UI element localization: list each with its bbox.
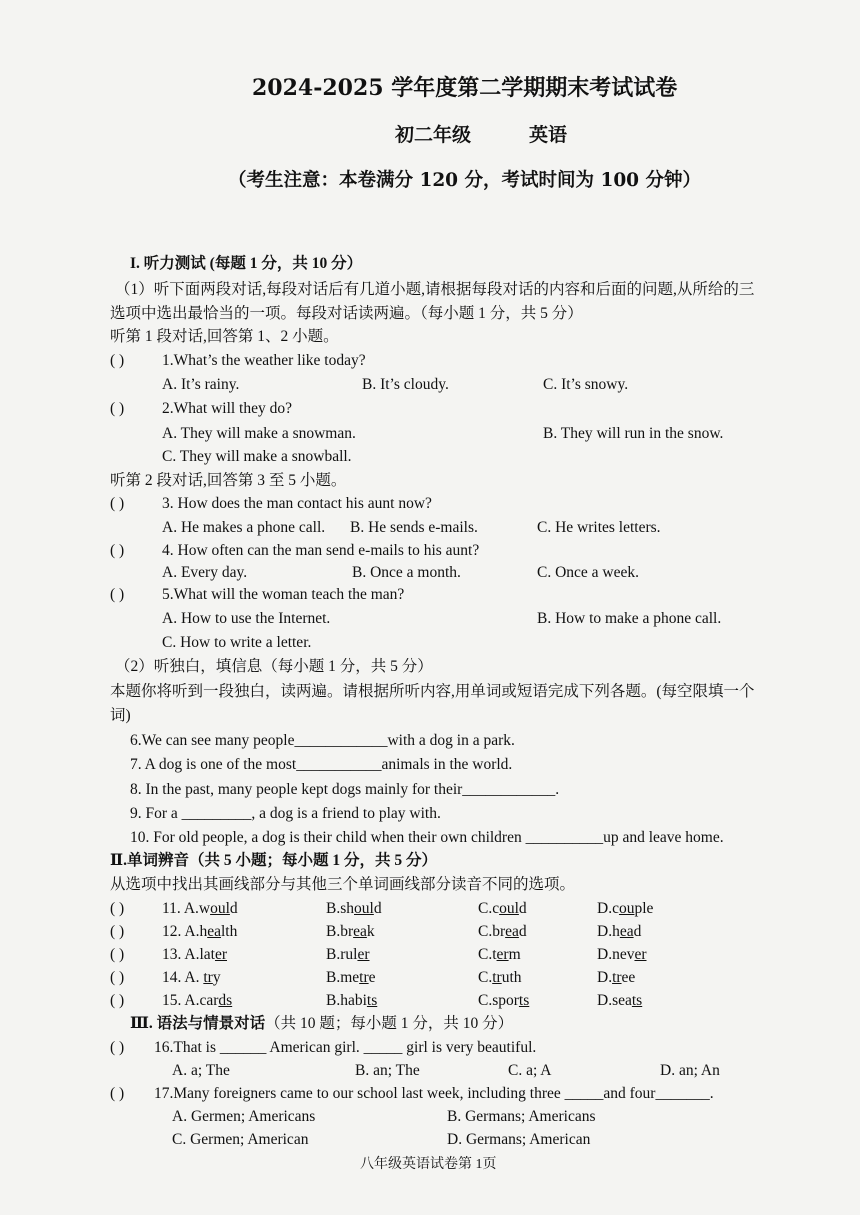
- word-part: uth: [501, 969, 522, 986]
- underlined-letters: ds: [218, 992, 233, 1009]
- q2-option-a: A. They will make a snowman.: [162, 425, 356, 442]
- q17-option-c: C. Germen; American: [172, 1131, 309, 1148]
- word-part: h: [199, 923, 208, 940]
- underlined-letters: ea: [505, 923, 519, 940]
- underlined-letters: ea: [353, 923, 367, 940]
- word-part: d: [373, 900, 382, 917]
- word-part: D.c: [597, 900, 619, 917]
- word-part: C.spor: [478, 992, 519, 1009]
- q16-option-b: B. an; The: [355, 1062, 420, 1079]
- section-2-heading: Ⅱ.单词辨音（共 5 小题；每小题 1 分，共 5 分）: [110, 852, 437, 869]
- word-part: B.sh: [326, 900, 354, 917]
- word-part: e: [368, 969, 376, 986]
- word-part: m: [508, 946, 521, 963]
- word-part: C.br: [478, 923, 506, 940]
- option-b: [326, 991, 377, 1011]
- option-c: [478, 945, 521, 965]
- answer-bracket[interactable]: ( ): [110, 1085, 125, 1102]
- question-number: 12. A.: [162, 923, 200, 940]
- underlined-letters: tr: [203, 969, 213, 986]
- word-part: D.sea: [597, 992, 632, 1009]
- underlined-letters: oul: [210, 900, 230, 917]
- answer-bracket[interactable]: ( ): [110, 900, 125, 917]
- question-5-stem: 5.What will the woman teach the man?: [162, 586, 405, 603]
- word-part: B.me: [326, 969, 360, 986]
- grade-label: 初二年级: [395, 124, 472, 146]
- q4-option-a: A. Every day.: [162, 564, 248, 581]
- page-footer: 八年级英语试卷第 1页: [360, 1157, 497, 1172]
- question-number: 13. A.: [162, 946, 200, 963]
- word-part: C.: [478, 969, 493, 986]
- q17-option-d: D. Germans; American: [447, 1131, 591, 1148]
- fill-question-9: 9. For a _________, a dog is a friend to play with.: [130, 805, 441, 822]
- word-part: ee: [621, 969, 636, 986]
- exam-notice: （考生注意：本卷满分 120 分，考试时间为 100 分钟）: [228, 170, 701, 191]
- answer-bracket[interactable]: ( ): [110, 400, 125, 417]
- q5-option-c: C. How to write a letter.: [162, 634, 312, 651]
- word-part: D.h: [597, 923, 620, 940]
- underlined-letters: er: [634, 946, 647, 963]
- word-part: B.rul: [326, 946, 358, 963]
- answer-bracket[interactable]: ( ): [110, 495, 125, 512]
- q3-option-a: A. He makes a phone call.: [162, 519, 326, 536]
- option-c: [478, 899, 527, 919]
- option-d: [597, 899, 653, 919]
- word-part: C.t: [478, 946, 497, 963]
- q5-option-b: B. How to make a phone call.: [537, 610, 722, 627]
- question-number: 14. A.: [162, 969, 204, 986]
- question-16-stem: 16.That is ______ American girl. _____ girl is very beautiful.: [154, 1039, 537, 1056]
- option-d: [597, 922, 641, 942]
- part-2-instruction-cont: 词): [110, 707, 131, 724]
- question-number: 15. A.car: [162, 992, 219, 1009]
- word-part: C.c: [478, 900, 500, 917]
- answer-bracket[interactable]: ( ): [110, 923, 125, 940]
- word-part: y: [212, 969, 221, 986]
- word-part: ple: [634, 900, 654, 917]
- q1-option-b: B. It’s cloudy.: [362, 376, 449, 393]
- word-part: d: [518, 923, 527, 940]
- word-part: d: [518, 900, 527, 917]
- word-part: d: [229, 900, 238, 917]
- part-2-heading: （2）听独白，填信息（每小题 1 分，共 5 分）: [115, 658, 433, 675]
- option-a: [162, 945, 227, 965]
- word-part: B.habi: [326, 992, 367, 1009]
- word-part: B.br: [326, 923, 354, 940]
- answer-bracket[interactable]: ( ): [110, 969, 125, 986]
- q16-option-a: A. a; The: [172, 1062, 230, 1079]
- section-2-instruction: 从选项中找出其画线部分与其他三个单词画线部分读音不同的选项。: [110, 876, 576, 893]
- q3-option-b: B. He sends e-mails.: [350, 519, 478, 536]
- q4-option-b: B. Once a month.: [352, 564, 461, 581]
- q3-option-c: C. He writes letters.: [537, 519, 661, 536]
- fill-question-10: 10. For old people, a dog is their child when their own children __________up and leave home.: [130, 829, 724, 846]
- word-part: D.nev: [597, 946, 635, 963]
- word-part: k: [366, 923, 375, 940]
- section-3-title: Ⅲ. 语法与情景对话: [130, 1015, 266, 1032]
- subject-label: 英语: [529, 124, 568, 146]
- underlined-letters: ea: [619, 923, 634, 940]
- section-1-heading: I. 听力测试 (每题 1 分，共 10 分）: [130, 255, 363, 272]
- word-part: w: [198, 900, 211, 917]
- option-b: [326, 922, 375, 942]
- word-part: D.: [597, 969, 613, 986]
- option-a: [162, 968, 221, 988]
- answer-bracket[interactable]: ( ): [110, 352, 125, 369]
- underlined-letters: er: [357, 946, 370, 963]
- q17-option-a: A. Germen; Americans: [172, 1108, 316, 1125]
- option-c: [478, 968, 522, 988]
- option-b: [326, 899, 382, 919]
- word-part: lat: [199, 946, 215, 963]
- section-3-scoring: （共 10 题；每小题 1 分，共 10 分）: [265, 1015, 514, 1032]
- underlined-letters: tr: [359, 969, 369, 986]
- underlined-letters: ts: [366, 992, 378, 1009]
- option-d: [597, 991, 642, 1011]
- underlined-letters: oul: [354, 900, 374, 917]
- section-3-heading: [130, 1014, 513, 1034]
- fill-question-8: 8. In the past, many people kept dogs mainly for their____________.: [130, 781, 560, 798]
- option-b: [326, 968, 376, 988]
- q5-option-a: A. How to use the Internet.: [162, 610, 331, 627]
- answer-bracket[interactable]: ( ): [110, 1039, 125, 1056]
- dialog-2-note: 听第 2 段对话,回答第 3 至 5 小题。: [110, 472, 347, 489]
- part-1-instruction: （1）听下面两段对话,每段对话后有几道小题,请根据每段对话的内容和后面的问题,从所给的三: [115, 281, 755, 298]
- answer-bracket[interactable]: ( ): [110, 542, 125, 559]
- answer-bracket[interactable]: ( ): [110, 946, 125, 963]
- underlined-letters: ea: [207, 923, 221, 940]
- q4-option-c: C. Once a week.: [537, 564, 639, 581]
- question-2-stem: 2.What will they do?: [162, 400, 292, 417]
- question-1-stem: 1.What’s the weather like today?: [162, 352, 366, 369]
- answer-bracket[interactable]: ( ): [110, 586, 125, 603]
- q1-option-a: A. It’s rainy.: [162, 376, 240, 393]
- option-d: [597, 945, 647, 965]
- question-3-stem: 3. How does the man contact his aunt now?: [162, 495, 432, 512]
- q16-option-d: D. an; An: [660, 1062, 720, 1079]
- underlined-letters: tr: [612, 969, 622, 986]
- option-c: [478, 991, 529, 1011]
- part-2-instruction: 本题你将听到一段独白，读两遍。请根据所听内容,用单词或短语完成下列各题。(每空限填一个: [110, 683, 755, 700]
- word-part: d: [633, 923, 642, 940]
- question-number: 11. A.: [162, 900, 199, 917]
- underlined-letters: er: [496, 946, 509, 963]
- option-d: [597, 968, 635, 988]
- q16-option-c: C. a; A: [508, 1062, 552, 1079]
- question-17-stem: 17.Many foreigners came to our school last week, including three _____and four_______.: [154, 1085, 714, 1102]
- underlined-letters: ts: [631, 992, 643, 1009]
- fill-question-6: 6.We can see many people____________with a dog in a park.: [130, 732, 515, 749]
- dialog-1-note: 听第 1 段对话,回答第 1、2 小题。: [110, 328, 339, 345]
- underlined-letters: oul: [499, 900, 519, 917]
- option-a: [162, 922, 237, 942]
- underlined-letters: tr: [492, 969, 502, 986]
- option-a: [162, 991, 232, 1011]
- q17-option-b: B. Germans; Americans: [447, 1108, 596, 1125]
- q1-option-c: C. It’s snowy.: [543, 376, 629, 393]
- part-1-instruction-cont: 选项中选出最恰当的一项。每段对话读两遍。（每小题 1 分，共 5 分）: [110, 305, 583, 322]
- q2-option-c: C. They will make a snowball.: [162, 448, 352, 465]
- word-part: lth: [220, 923, 238, 940]
- q2-option-b: B. They will run in the snow.: [543, 425, 724, 442]
- answer-bracket[interactable]: ( ): [110, 992, 125, 1009]
- question-4-stem: 4. How often can the man send e-mails to his aunt?: [162, 542, 480, 559]
- underlined-letters: ts: [518, 992, 530, 1009]
- option-a: [162, 899, 238, 919]
- option-b: [326, 945, 369, 965]
- underlined-letters: ou: [618, 900, 635, 917]
- underlined-letters: er: [214, 946, 228, 963]
- fill-question-7: 7. A dog is one of the most___________animals in the world.: [130, 756, 513, 773]
- exam-title: 2024-2025 学年度第二学期期末考试试卷: [252, 75, 678, 101]
- option-c: [478, 922, 527, 942]
